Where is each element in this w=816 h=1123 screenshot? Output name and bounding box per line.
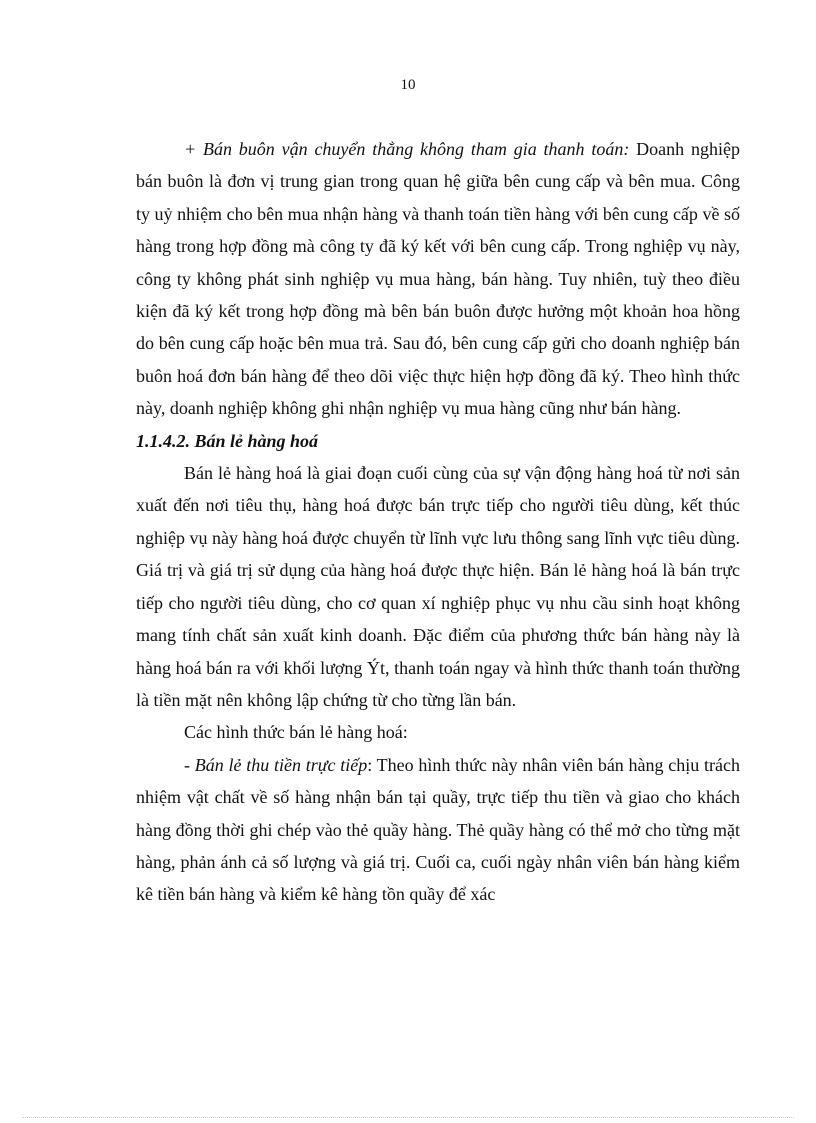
paragraph-text: : Theo hình thức này nhân viên bán hàng chịu trách nhiệm vật chất về số hàng nhận bán tại quầy, trực tiếp thu tiền và giao cho khách hàng đồng thời ghi chép vào thẻ quầy hàng. Thẻ quầy hàng có thể mở cho từng mặt hàng, phản ánh cả số lượng và giá trị. Cuối ca, cuối ngày nhân viên bán hàng kiểm kê tiền bán hàng và kiểm kê hàng tồn quầy để xác bbox=[136, 754, 740, 905]
page-bottom-divider bbox=[22, 1117, 794, 1118]
paragraph-lead: + Bán buôn vận chuyển thẳng không tham gia thanh toán: bbox=[184, 139, 630, 159]
paragraph-retail-forms: Các hình thức bán lẻ hàng hoá: bbox=[184, 722, 408, 743]
section-heading: 1.1.4.2. Bán lẻ hàng hoá bbox=[136, 430, 319, 451]
paragraph-text: Doanh nghiệp bán buôn là đơn vị trung gian trong quan hệ giữa bên cung cấp và bên mua. Công ty uỷ nhiệm cho bên mua nhận hàng và thanh toán tiền hàng với bên cung cấp về số hàng trong hợp đồng mà công ty đã ký kết với bên cung cấp. Trong nghiệp vụ này, công ty không phát sinh nghiệp vụ mua hàng, bán hàng. Tuy nhiên, tuỳ theo điều kiện đã ký kết trong hợp đồng mà bên bán buôn được hưởng một khoản hoa hồng do bên cung cấp hoặc bên mua trả. Sau đó, bên cung cấp gửi cho doanh nghiệp bán buôn hoá đơn bán hàng để theo dõi việc thực hiện hợp đồng đã ký. Theo hình thức này, doanh nghiệp không ghi nhận nghiệp vụ mua hàng cũng như bán hàng. bbox=[136, 139, 740, 419]
paragraph-lead: - Bán lẻ thu tiền trực tiếp bbox=[184, 754, 368, 775]
paragraph-retail-direct-collection bbox=[136, 749, 740, 911]
document-body bbox=[136, 133, 740, 911]
page-number: 10 bbox=[400, 77, 416, 93]
paragraph-retail-definition: Bán lẻ hàng hoá là giai đoạn cuối cùng của sự vận động hàng hoá từ nơi sản xuất đến nơi tiêu thụ, hàng hoá được bán trực tiếp cho người tiêu dùng, kết thúc nghiệp vụ này hàng hoá được chuyển từ lĩnh vực lưu thông sang lĩnh vực tiêu dùng. Giá trị và giá trị sử dụng của hàng hoá được thực hiện. Bán lẻ hàng hoá là bán trực tiếp cho người tiêu dùng, cho cơ quan xí nghiệp phục vụ nhu cầu sinh hoạt không mang tính chất sản xuất kinh doanh. Đặc điểm của phương thức bán hàng này là hàng hoá bán ra với khối lượng Ýt, thanh toán ngay và hình thức thanh toán thường là tiền mặt nên không lập chứng từ cho từng lần bán. bbox=[136, 463, 740, 710]
paragraph-wholesale-direct bbox=[136, 133, 740, 425]
